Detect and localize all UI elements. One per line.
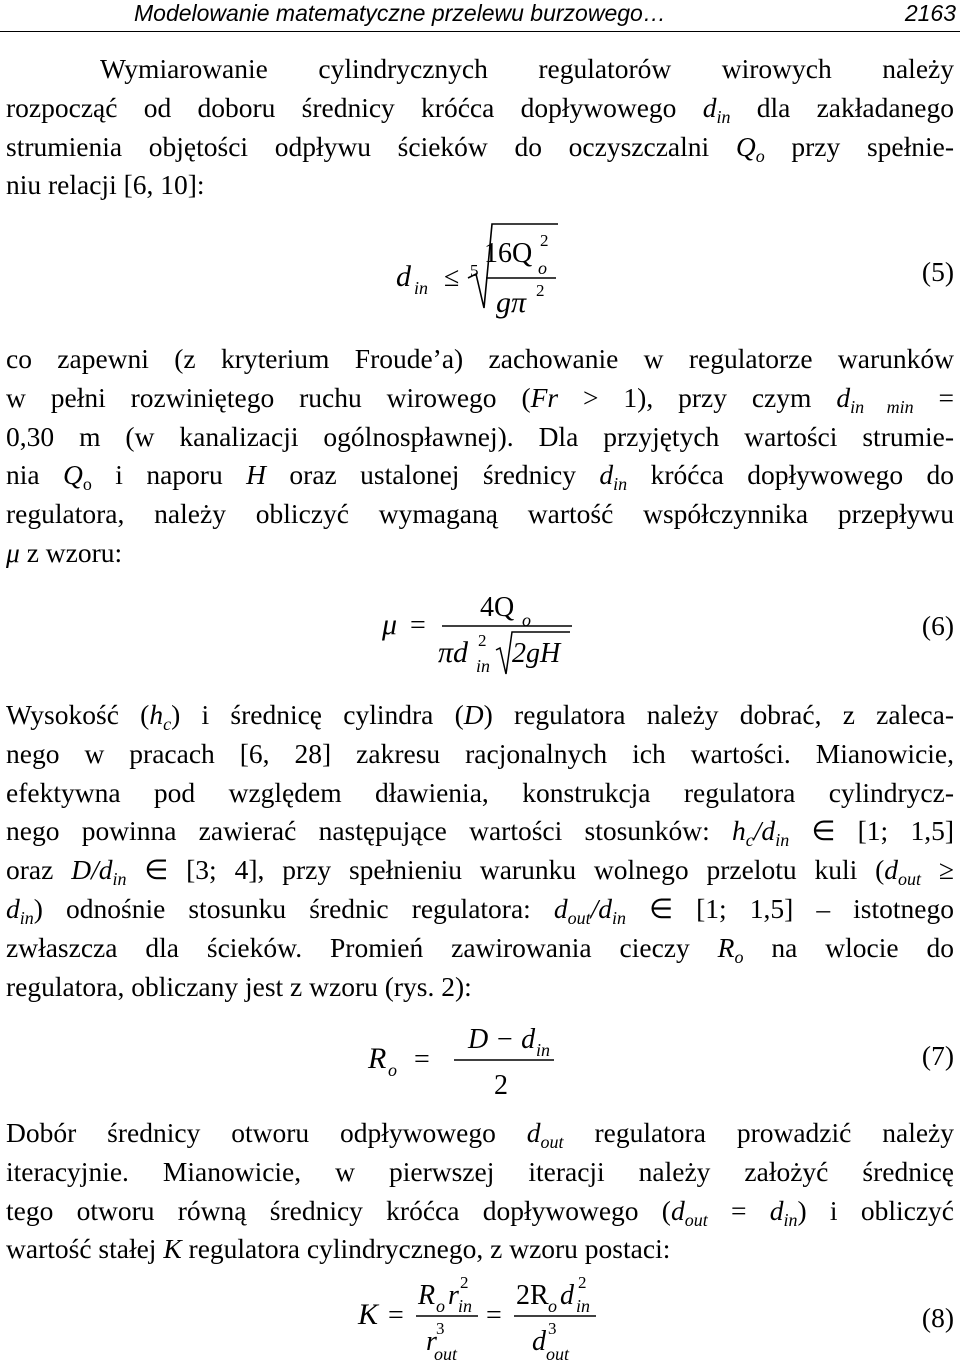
eq6-num-sub: o (522, 610, 531, 630)
paragraph-3-line: nego powinna zawierać następujące wartości stosunków: $h_c/d_{in}$ ∈ [1; 1,5] (6, 815, 954, 851)
eq8-eq: = (388, 1300, 404, 1331)
eq5-root-index: 5 (470, 261, 479, 280)
paragraph-3-line: oraz $D/d_{in}$ ∈ [3; 4], przy spełnieniu warunku wolnego przelotu kuli ($d_{out}$ ≥ (6, 854, 955, 890)
eq6-eq: = (410, 610, 426, 641)
eq8-f1-num-sup: 2 (460, 1273, 469, 1292)
eq7-num: D − d (468, 1024, 536, 1055)
eq6-den: πd (438, 636, 469, 669)
eq8-f2-num-sup: 2 (578, 1273, 587, 1292)
eq6-den-sup: 2 (478, 631, 487, 650)
eq8-f2-num-sub: o (548, 1296, 557, 1316)
paragraph-1-line: niu relacji [6, 10]: (6, 169, 205, 201)
eq8-f1-num-sub: o (436, 1296, 445, 1316)
page-number: 2163 (904, 0, 956, 26)
equation-8-svg (356, 1272, 636, 1363)
eq5-den-sup: 2 (536, 281, 545, 300)
equation-7-svg (366, 1018, 566, 1108)
paragraph-3-line: efektywna pod względem dławienia, konstrukcja regulatora cylindrycz- (6, 776, 954, 808)
eq7-lhs-sub: o (388, 1060, 397, 1080)
paragraph-1-line: strumienia objętości odpływu ścieków do oczyszczalni $Q_o$ przy spełnie- (6, 130, 954, 166)
eq8-f1-num-b: r (448, 1280, 459, 1311)
paragraph-2-line: co zapewni (z kryterium Froude’a) zachowanie w regulatorze warunków (6, 343, 954, 374)
paragraph-2-line: μ z wzoru: (6, 536, 123, 568)
paragraph-3-line: zwłaszcza dla ścieków. Promień zawirowania cieczy $R_o$ na wlocie do (6, 931, 954, 967)
eq5-lhs-sub: in (414, 278, 429, 298)
eq6-num: 4Q (480, 592, 515, 623)
paragraph-3-line: nego w pracach [6, 28] zakresu racjonalnych ich wartości. Mianowicie, (6, 737, 954, 769)
equation-7 (366, 1018, 566, 1113)
eq5-rel: ≤ (444, 262, 460, 293)
paragraph-1-line: rozpocząć od doboru średnicy króćca dopływowego $d_{in}$ dla zakładanego (6, 91, 954, 127)
eq8-f1-den-sup: 3 (436, 1319, 445, 1338)
paragraph-3 (6, 696, 954, 1006)
eq7-eq: = (414, 1044, 430, 1075)
paragraph-2-line: w pełni rozwiniętego ruchu wirowego (Fr > 1), przy czym $d_{in min}$ = (6, 381, 954, 417)
equation-5 (380, 212, 580, 327)
paragraph-1-line: Wymiarowanie cylindrycznych regulatorów wirowych należy (100, 53, 954, 84)
paragraph-4-line: iteracyjnie. Mianowicie, w pierwszej iteracji należy założyć średnicę (6, 1155, 954, 1187)
eq8-eq2: = (486, 1300, 502, 1331)
eq8-f1-num-sub2: in (458, 1296, 473, 1316)
paragraph-3-line: $d_{in}$) odnośnie stosunku średnic regulatora: $d_{out}/d_{in}$ ∈ [1; 1,5] – istotnego (6, 892, 954, 928)
eq5-num: 16Q (484, 238, 533, 269)
eq8-f1-num: R (418, 1280, 436, 1311)
eq5-num-sup: 2 (540, 231, 549, 250)
equation-6-number: (6) (921, 610, 954, 641)
paragraph-2 (6, 340, 954, 573)
eq7-den: 2 (494, 1070, 508, 1101)
eq5-num-sub: o (538, 258, 547, 278)
running-title: Modelowanie matematyczne przelewu burzowego… (134, 0, 666, 26)
paragraph-2-line: nia $Q_o$ i naporu H oraz ustalonej średnicy $d_{in}$ króćca dopływowego do (6, 459, 954, 495)
paragraph-2-line: regulatora, należy obliczyć wymaganą wartość współczynnika przepływu (6, 498, 954, 530)
paragraph-2-line: 0,30 m (w kanalizacji ogólnospławnej). Dla przyjętych wartości strumie- (6, 420, 954, 452)
equation-6 (380, 582, 600, 687)
eq7-num-sub: in (536, 1040, 551, 1060)
eq8-lhs: K (358, 1298, 379, 1331)
paragraph-4 (6, 1114, 954, 1269)
equation-6-svg (380, 582, 600, 682)
eq5-den: gπ (496, 286, 527, 319)
eq8-f2-den-sup: 3 (548, 1319, 557, 1338)
eq8-f2-den-sub: out (546, 1344, 570, 1364)
eq8-f2-num: 2R (516, 1280, 549, 1311)
paragraph-4-line: wartość stałej K regulatora cylindrycznego, z wzoru postaci: (6, 1233, 671, 1265)
eq8-f2-den: d (532, 1326, 546, 1357)
eq7-lhs: R (368, 1042, 387, 1075)
eq6-lhs: μ (382, 608, 398, 641)
eq8-f1-den-sub: out (434, 1344, 458, 1364)
equation-5-svg (380, 212, 580, 322)
paragraph-1 (6, 50, 954, 205)
equation-7-number: (7) (921, 1040, 954, 1071)
equation-8 (356, 1272, 636, 1368)
paragraph-4-line: Dobór średnicy otworu odpływowego $d_{out}$ regulatora prowadzić należy (6, 1117, 955, 1152)
eq8-f2-num-sub2: in (576, 1296, 591, 1316)
eq6-den-sub: in (476, 656, 491, 676)
eq8-f2-num-b: d (560, 1280, 574, 1311)
eq5-lhs: d (396, 260, 411, 293)
equation-8-number: (8) (921, 1302, 954, 1333)
paragraph-3-line: regulatora, obliczany jest z wzoru (rys. 2): (6, 970, 472, 1002)
eq8-f1-den: r (426, 1326, 437, 1357)
equation-5-number: (5) (921, 256, 954, 287)
paragraph-4-line: tego otworu równą średnicy króćca dopływowego $(d_{out} = d_{in})$ i obliczyć (6, 1194, 954, 1230)
eq6-den-root: 2gH (512, 638, 561, 669)
page-header (0, 0, 960, 32)
paragraph-3-line: Wysokość $(h_c)$ i średnicę cylindra (D) regulatora należy dobrać, z zaleca- (6, 699, 954, 734)
